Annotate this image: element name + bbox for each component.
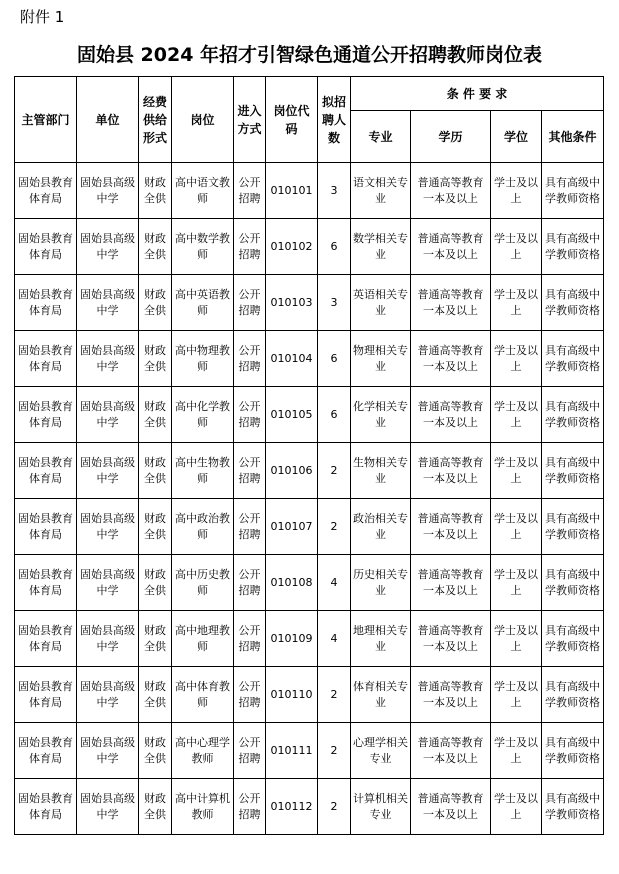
cell-funding: 财政全供: [139, 443, 172, 499]
header-count: 拟招聘人数: [318, 77, 351, 163]
cell-post: 高中政治教师: [172, 499, 234, 555]
table-row: [15, 611, 604, 667]
cell-post: 高中化学教师: [172, 387, 234, 443]
cell-major: 化学相关专业: [351, 387, 411, 443]
header-major: 专业: [351, 111, 411, 163]
cell-post: 高中计算机教师: [172, 779, 234, 835]
cell-education: 普通高等教育一本及以上: [411, 331, 491, 387]
cell-degree: 学士及以上: [491, 163, 542, 219]
cell-degree: 学士及以上: [491, 723, 542, 779]
attachment-label: 附件 1: [20, 8, 65, 26]
cell-count: 2: [318, 667, 351, 723]
cell-entry: 公开招聘: [234, 667, 266, 723]
cell-education: 普通高等教育一本及以上: [411, 219, 491, 275]
cell-entry: 公开招聘: [234, 275, 266, 331]
table-row: [15, 443, 604, 499]
table-row: [15, 555, 604, 611]
header-education: 学历: [411, 111, 491, 163]
cell-post: 高中语文教师: [172, 163, 234, 219]
cell-education: 普通高等教育一本及以上: [411, 387, 491, 443]
cell-dept: 固始县教育体育局: [15, 779, 77, 835]
header-degree: 学位: [491, 111, 542, 163]
cell-degree: 学士及以上: [491, 611, 542, 667]
cell-dept: 固始县教育体育局: [15, 443, 77, 499]
cell-degree: 学士及以上: [491, 499, 542, 555]
cell-degree: 学士及以上: [491, 331, 542, 387]
cell-other: 具有高级中学教师资格: [542, 331, 604, 387]
cell-code: 010107: [266, 499, 318, 555]
header-conditions: 条 件 要 求: [351, 77, 604, 111]
cell-other: 具有高级中学教师资格: [542, 163, 604, 219]
cell-major: 体育相关专业: [351, 667, 411, 723]
cell-unit: 固始县高级中学: [77, 219, 139, 275]
cell-entry: 公开招聘: [234, 611, 266, 667]
cell-funding: 财政全供: [139, 275, 172, 331]
cell-other: 具有高级中学教师资格: [542, 387, 604, 443]
cell-code: 010104: [266, 331, 318, 387]
cell-funding: 财政全供: [139, 555, 172, 611]
cell-other: 具有高级中学教师资格: [542, 667, 604, 723]
cell-count: 4: [318, 555, 351, 611]
table-row: [15, 275, 604, 331]
cell-post: 高中数学教师: [172, 219, 234, 275]
table-row: [15, 779, 604, 835]
cell-entry: 公开招聘: [234, 331, 266, 387]
cell-funding: 财政全供: [139, 387, 172, 443]
cell-post: 高中体育教师: [172, 667, 234, 723]
cell-code: 010111: [266, 723, 318, 779]
cell-count: 2: [318, 499, 351, 555]
cell-other: 具有高级中学教师资格: [542, 219, 604, 275]
cell-degree: 学士及以上: [491, 219, 542, 275]
cell-entry: 公开招聘: [234, 443, 266, 499]
cell-code: 010108: [266, 555, 318, 611]
cell-unit: 固始县高级中学: [77, 499, 139, 555]
cell-major: 语文相关专业: [351, 163, 411, 219]
header-unit: 单位: [77, 77, 139, 163]
cell-code: 010101: [266, 163, 318, 219]
cell-dept: 固始县教育体育局: [15, 219, 77, 275]
cell-funding: 财政全供: [139, 779, 172, 835]
recruitment-table: [14, 76, 604, 835]
cell-funding: 财政全供: [139, 499, 172, 555]
cell-dept: 固始县教育体育局: [15, 275, 77, 331]
cell-dept: 固始县教育体育局: [15, 163, 77, 219]
cell-education: 普通高等教育一本及以上: [411, 499, 491, 555]
cell-count: 4: [318, 611, 351, 667]
cell-major: 地理相关专业: [351, 611, 411, 667]
table-row: [15, 723, 604, 779]
cell-code: 010102: [266, 219, 318, 275]
cell-post: 高中物理教师: [172, 331, 234, 387]
cell-education: 普通高等教育一本及以上: [411, 555, 491, 611]
cell-unit: 固始县高级中学: [77, 331, 139, 387]
cell-count: 2: [318, 779, 351, 835]
header-other: 其他条件: [542, 111, 604, 163]
cell-count: 6: [318, 219, 351, 275]
table-row: [15, 219, 604, 275]
cell-unit: 固始县高级中学: [77, 555, 139, 611]
cell-education: 普通高等教育一本及以上: [411, 443, 491, 499]
header-dept: 主管部门: [15, 77, 77, 163]
table-row: [15, 163, 604, 219]
cell-unit: 固始县高级中学: [77, 723, 139, 779]
cell-other: 具有高级中学教师资格: [542, 779, 604, 835]
cell-unit: 固始县高级中学: [77, 443, 139, 499]
cell-major: 物理相关专业: [351, 331, 411, 387]
cell-count: 3: [318, 275, 351, 331]
cell-major: 英语相关专业: [351, 275, 411, 331]
header-entry: 进入方式: [234, 77, 266, 163]
cell-dept: 固始县教育体育局: [15, 667, 77, 723]
cell-post: 高中地理教师: [172, 611, 234, 667]
cell-education: 普通高等教育一本及以上: [411, 611, 491, 667]
cell-unit: 固始县高级中学: [77, 163, 139, 219]
cell-entry: 公开招聘: [234, 723, 266, 779]
cell-unit: 固始县高级中学: [77, 611, 139, 667]
cell-post: 高中英语教师: [172, 275, 234, 331]
cell-code: 010110: [266, 667, 318, 723]
cell-funding: 财政全供: [139, 331, 172, 387]
cell-entry: 公开招聘: [234, 499, 266, 555]
cell-degree: 学士及以上: [491, 443, 542, 499]
cell-post: 高中生物教师: [172, 443, 234, 499]
cell-code: 010109: [266, 611, 318, 667]
cell-major: 计算机相关专业: [351, 779, 411, 835]
cell-degree: 学士及以上: [491, 555, 542, 611]
table-row: [15, 331, 604, 387]
cell-code: 010112: [266, 779, 318, 835]
page-title: 固始县 2024 年招才引智绿色通道公开招聘教师岗位表: [76, 44, 543, 66]
cell-education: 普通高等教育一本及以上: [411, 779, 491, 835]
cell-education: 普通高等教育一本及以上: [411, 275, 491, 331]
cell-education: 普通高等教育一本及以上: [411, 723, 491, 779]
cell-count: 3: [318, 163, 351, 219]
cell-dept: 固始县教育体育局: [15, 387, 77, 443]
cell-major: 政治相关专业: [351, 499, 411, 555]
cell-unit: 固始县高级中学: [77, 667, 139, 723]
cell-other: 具有高级中学教师资格: [542, 723, 604, 779]
cell-other: 具有高级中学教师资格: [542, 555, 604, 611]
cell-unit: 固始县高级中学: [77, 275, 139, 331]
cell-post: 高中历史教师: [172, 555, 234, 611]
table-row: [15, 387, 604, 443]
cell-degree: 学士及以上: [491, 779, 542, 835]
cell-degree: 学士及以上: [491, 387, 542, 443]
cell-unit: 固始县高级中学: [77, 387, 139, 443]
cell-dept: 固始县教育体育局: [15, 331, 77, 387]
cell-degree: 学士及以上: [491, 275, 542, 331]
cell-unit: 固始县高级中学: [77, 779, 139, 835]
cell-code: 010106: [266, 443, 318, 499]
cell-code: 010103: [266, 275, 318, 331]
cell-entry: 公开招聘: [234, 779, 266, 835]
cell-major: 心理学相关专业: [351, 723, 411, 779]
cell-major: 历史相关专业: [351, 555, 411, 611]
cell-code: 010105: [266, 387, 318, 443]
cell-major: 生物相关专业: [351, 443, 411, 499]
cell-funding: 财政全供: [139, 219, 172, 275]
cell-dept: 固始县教育体育局: [15, 499, 77, 555]
cell-entry: 公开招聘: [234, 387, 266, 443]
table-row: [15, 499, 604, 555]
cell-education: 普通高等教育一本及以上: [411, 163, 491, 219]
cell-funding: 财政全供: [139, 723, 172, 779]
table-row: [15, 667, 604, 723]
cell-other: 具有高级中学教师资格: [542, 275, 604, 331]
cell-count: 6: [318, 331, 351, 387]
cell-dept: 固始县教育体育局: [15, 611, 77, 667]
cell-education: 普通高等教育一本及以上: [411, 667, 491, 723]
cell-count: 2: [318, 443, 351, 499]
cell-dept: 固始县教育体育局: [15, 555, 77, 611]
cell-other: 具有高级中学教师资格: [542, 499, 604, 555]
cell-funding: 财政全供: [139, 667, 172, 723]
cell-funding: 财政全供: [139, 163, 172, 219]
cell-count: 2: [318, 723, 351, 779]
cell-entry: 公开招聘: [234, 219, 266, 275]
cell-dept: 固始县教育体育局: [15, 723, 77, 779]
header-funding: 经费供给形式: [139, 77, 172, 163]
cell-degree: 学士及以上: [491, 667, 542, 723]
cell-other: 具有高级中学教师资格: [542, 443, 604, 499]
cell-post: 高中心理学教师: [172, 723, 234, 779]
cell-count: 6: [318, 387, 351, 443]
cell-funding: 财政全供: [139, 611, 172, 667]
cell-entry: 公开招聘: [234, 163, 266, 219]
header-post: 岗位: [172, 77, 234, 163]
cell-entry: 公开招聘: [234, 555, 266, 611]
cell-major: 数学相关专业: [351, 219, 411, 275]
header-code: 岗位代码: [266, 77, 318, 163]
cell-other: 具有高级中学教师资格: [542, 611, 604, 667]
